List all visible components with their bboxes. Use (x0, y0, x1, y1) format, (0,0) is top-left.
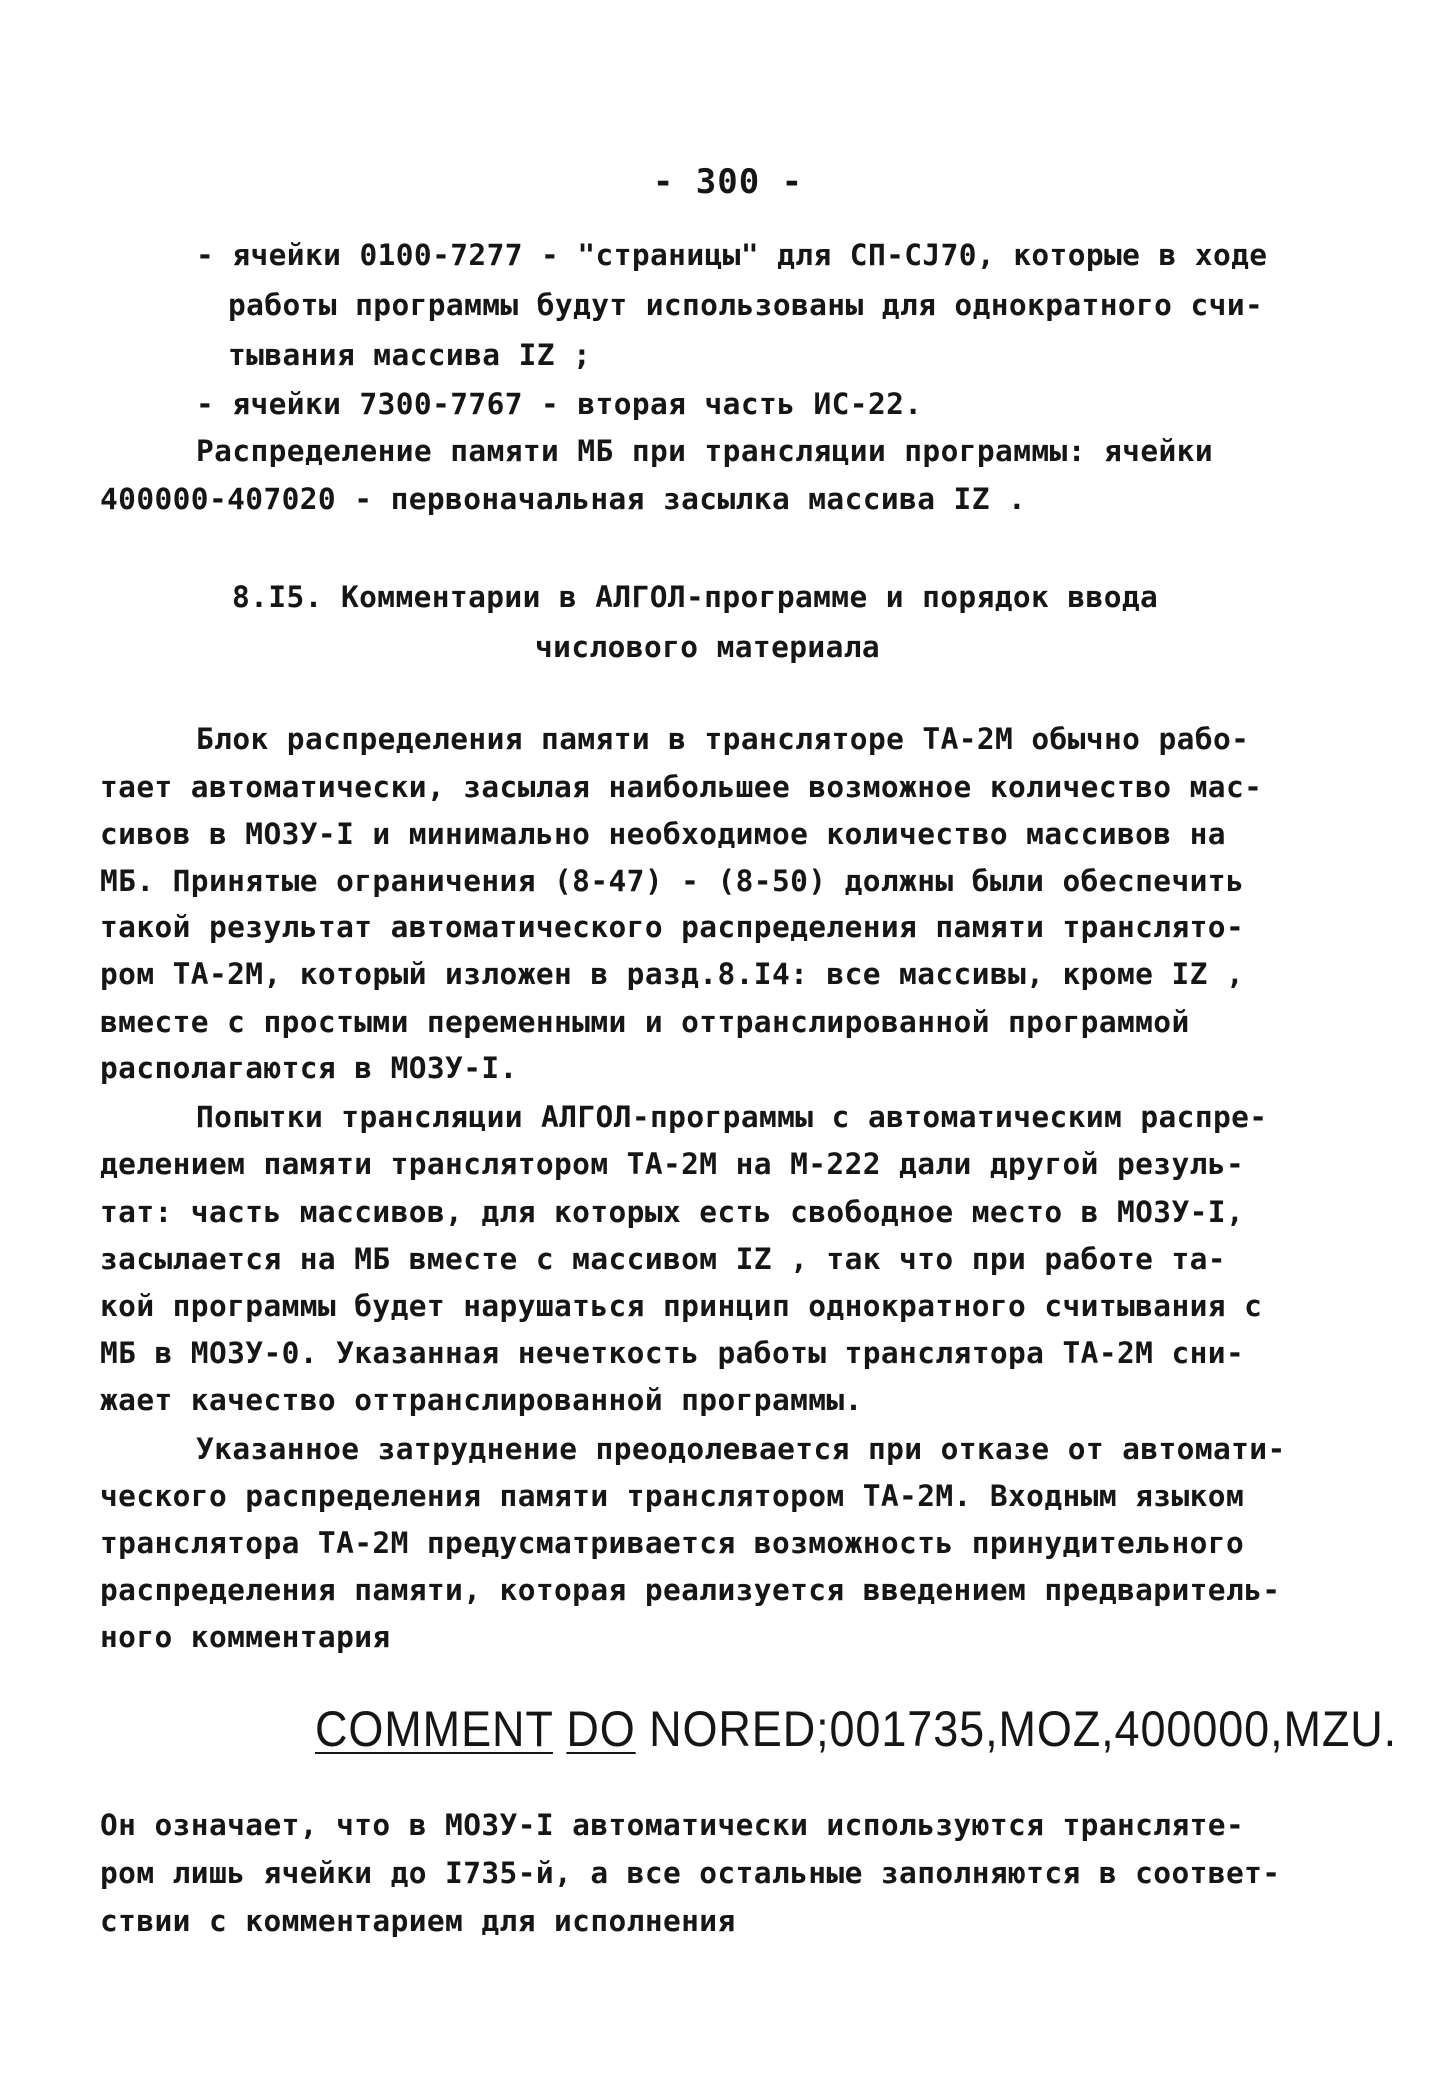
paragraph-2-line-4: засылается на МБ вместе с массивом IZ , так что при работе та- (100, 1242, 1226, 1276)
comment-statement (315, 1700, 1397, 1758)
paragraph-1-line-7: вместе с простыми переменными и оттранслированной программой (100, 1005, 1190, 1039)
paragraph-2-line-7: жает качество оттранслированной программы. (100, 1383, 863, 1417)
page-number: - 300 - (652, 162, 804, 202)
do-keyword: DO (566, 1701, 636, 1757)
paragraph-2-line-1: Попытки трансляции АЛГОЛ-программы с автоматическим распре- (196, 1100, 1268, 1134)
list-item-1-line-1: - ячейки 0100-7277 - "страницы" для СП-СJ70, которые в ходе (196, 238, 1268, 272)
paragraph-1-line-4: МБ. Принятые ограничения (8-47) - (8-50) должны были обеспечить (100, 864, 1245, 898)
list-item-1-line-3: тывания массива IZ ; (228, 338, 592, 372)
paragraph-3-line-1: Указанное затруднение преодолевается при отказе от автомати- (196, 1432, 1286, 1466)
paragraph-3-line-2: ческого распределения памяти транслятором ТА-2М. Входным языком (100, 1479, 1245, 1513)
paragraph-3-line-5: ного комментария (100, 1620, 391, 1654)
paragraph-3-line-4: распределения памяти, которая реализуется введением предваритель- (100, 1573, 1281, 1607)
comment-keyword: COMMENT (315, 1701, 553, 1757)
list-item-1-line-2: работы программы будут использованы для однократного счи- (228, 288, 1264, 322)
comment-body: NORED;001735,MOZ,400000,MZU. (649, 1701, 1398, 1757)
paragraph-2-line-3: тат: часть массивов, для которых есть свободное место в МОЗУ-I, (100, 1195, 1245, 1229)
paragraph-1-line-1: Блок распределения памяти в трансляторе ТА-2М обычно рабо- (196, 722, 1250, 756)
section-heading-line-1: 8.I5. Комментарии в АЛГОЛ-программе и порядок ввода (232, 580, 1159, 614)
distribution-line-2: 400000-407020 - первоначальная засылка массива IZ . (100, 482, 1027, 516)
paragraph-2-line-2: делением памяти транслятором ТА-2М на М-222 дали другой резуль- (100, 1147, 1245, 1181)
closing-line-1: Он означает, что в МОЗУ-I автоматически используются трансляте- (100, 1808, 1245, 1842)
closing-line-3: ствии с комментарием для исполнения (100, 1904, 736, 1938)
paragraph-1-line-2: тает автоматически, засылая наибольшее возможное количество мас- (100, 770, 1263, 804)
paragraph-2-line-5: кой программы будет нарушаться принцип однократного считывания с (100, 1289, 1263, 1323)
paragraph-1-line-8: располагаются в МОЗУ-I. (100, 1051, 518, 1085)
distribution-line-1: Распределение памяти МБ при трансляции программы: ячейки (196, 434, 1213, 468)
paragraph-1-line-5: такой результат автоматического распределения памяти транслято- (100, 910, 1245, 944)
paragraph-3-line-3: транслятора ТА-2М предусматривается возможность принудительного (100, 1526, 1245, 1560)
list-item-2-line-1: - ячейки 7300-7767 - вторая часть ИС-22. (196, 387, 923, 421)
section-heading-line-2: числового материала (535, 630, 881, 664)
paragraph-1-line-6: ром ТА-2М, который изложен в разд.8.I4: все массивы, кроме IZ , (100, 957, 1245, 991)
closing-line-2: ром лишь ячейки до I735-й, а все остальные заполняются в соответ- (100, 1856, 1281, 1890)
paragraph-2-line-6: МБ в МОЗУ-0. Указанная нечеткость работы транслятора ТА-2М сни- (100, 1336, 1245, 1370)
paragraph-1-line-3: сивов в МОЗУ-I и минимально необходимое количество массивов на (100, 817, 1226, 851)
